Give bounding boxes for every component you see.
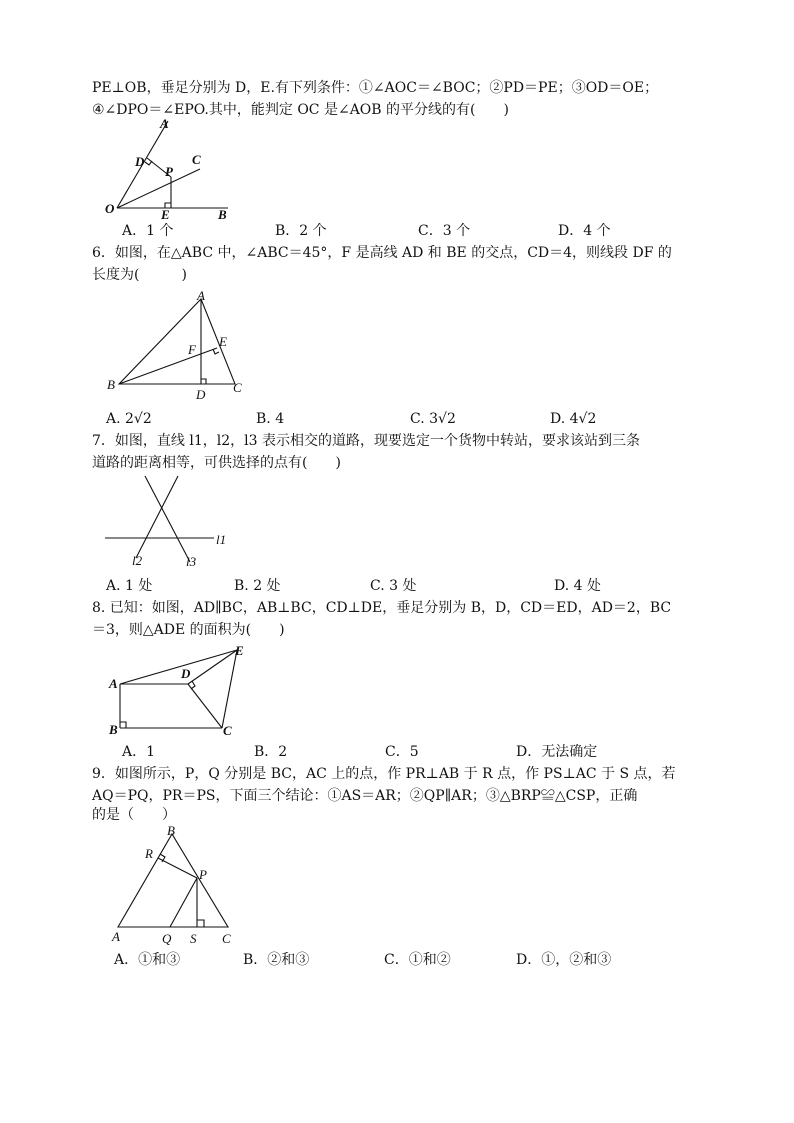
q8-option-a[interactable]: A．1 — [122, 744, 156, 760]
q8-text-line1: 8. 已知：如图，AD∥BC，AB⊥BC，CD⊥DE，垂足分别为 B，D，CD＝ED，AD＝2，BC — [92, 600, 672, 616]
q5-angle-bisector-figure — [100, 115, 240, 223]
q6-label-B: B — [107, 377, 115, 392]
q6-triangle-altitudes-figure — [100, 288, 260, 404]
q5-text-line1: PE⊥OB，垂足分别为 D，E.有下列条件：①∠AOC＝∠BOC；②PD＝PE；③OD＝OE； — [92, 80, 659, 96]
q8-label-D: D — [181, 666, 191, 681]
q8-segment-EC — [222, 650, 237, 728]
q5-option-a[interactable]: A．1 个 — [122, 223, 174, 239]
q6-option-d[interactable]: D. 4√2 — [550, 411, 597, 427]
q7-line-l3 — [145, 476, 190, 562]
q5-label-B: B — [218, 207, 227, 222]
q7-line-l2 — [136, 476, 178, 558]
q5-ray-OC — [117, 169, 200, 208]
q7-option-a[interactable]: A. 1 处 — [106, 578, 153, 594]
q5-option-b[interactable]: B．2 个 — [275, 223, 327, 239]
q9-text-line1: 9．如图所示，P，Q 分别是 BC，AC 上的点，作 PR⊥AB 于 R 点，作 PS⊥AC 于 S 点，若 — [92, 766, 676, 782]
q5-label-D: D — [135, 154, 145, 169]
q6-right-angle-E — [213, 349, 219, 354]
q8-text-line2: ＝3，则△ADE 的面积为( ) — [92, 622, 285, 638]
q6-label-A: A — [197, 288, 205, 303]
q8-segment-AE — [120, 650, 237, 684]
q9-option-c[interactable]: C．①和② — [384, 952, 451, 968]
q8-label-E: E — [235, 643, 244, 658]
q7-label-l1: l1 — [216, 532, 227, 547]
q6-option-b[interactable]: B. 4 — [256, 411, 285, 427]
q7-label-l3: l3 — [186, 554, 197, 569]
q9-text-line3: 的是（ ） — [92, 807, 176, 823]
q9-segment-PR — [158, 858, 197, 878]
q5-text-line2: ④∠DPO＝∠EPO.其中，能判定 OC 是∠AOB 的平分线的有( ) — [92, 102, 509, 118]
q9-segment-PQ — [170, 878, 197, 927]
q5-label-E: E — [161, 207, 170, 222]
q7-option-d[interactable]: D. 4 处 — [554, 578, 601, 594]
q5-right-angle-D — [145, 161, 152, 165]
q8-option-c[interactable]: C．5 — [385, 744, 419, 760]
q9-text-line2: AQ＝PQ，PR＝PS，下面三个结论：①AS＝AR；②QP∥AR；③△BRP≌△CSP，正确 — [92, 788, 638, 804]
q5-label-O: O — [105, 201, 115, 216]
q8-option-b[interactable]: B．2 — [254, 744, 288, 760]
q7-option-c[interactable]: C. 3 处 — [370, 578, 417, 594]
q6-option-c[interactable]: C. 3√2 — [410, 411, 456, 427]
q7-text-line2: 道路的距离相等，可供选择的点有( ) — [92, 455, 341, 471]
q5-label-C: C — [192, 152, 201, 167]
q6-label-F: F — [188, 342, 196, 357]
q8-label-A: A — [109, 676, 118, 691]
q8-trapezoid-figure — [100, 640, 260, 744]
q6-text-line1: 6．如图，在△ABC 中，∠ABC＝45°，F 是高线 AD 和 BE 的交点，CD＝4，则线段 DF 的 — [92, 245, 672, 261]
q8-segment-DC — [188, 684, 222, 728]
q8-option-d[interactable]: D．无法确定 — [516, 744, 598, 760]
q9-label-P: P — [199, 867, 207, 882]
q8-label-B: B — [109, 722, 118, 737]
q9-option-d[interactable]: D．①，②和③ — [516, 952, 612, 968]
q6-right-angle-D — [201, 379, 206, 384]
q9-label-R: R — [145, 846, 153, 861]
q7-option-b[interactable]: B. 2 处 — [234, 578, 281, 594]
q6-label-E: E — [219, 334, 227, 349]
q5-label-A: A — [160, 116, 169, 131]
q6-label-C: C — [233, 380, 242, 395]
q6-option-a[interactable]: A. 2√2 — [106, 411, 152, 427]
q6-triangle-ABC — [119, 299, 235, 384]
q9-right-angle-S — [197, 920, 204, 927]
q6-text-line2: 长度为( ) — [92, 267, 187, 283]
q5-label-P: P — [165, 164, 173, 179]
q9-triangle-figure — [100, 822, 250, 948]
q7-label-l2: l2 — [132, 553, 143, 568]
q9-label-C: C — [222, 931, 231, 946]
q9-label-B: B — [167, 823, 175, 838]
q9-label-A: A — [112, 929, 120, 944]
q8-segment-DE — [188, 650, 237, 684]
q9-option-b[interactable]: B．②和③ — [243, 952, 310, 968]
q8-right-angle-B — [120, 722, 126, 728]
q8-label-C: C — [223, 723, 232, 738]
q9-label-Q: Q — [162, 931, 172, 946]
q6-label-D: D — [196, 387, 206, 402]
q7-text-line1: 7．如图，直线 l1，l2，l3 表示相交的道路，现要选定一个货物中转站，要求该站到三条 — [92, 433, 640, 449]
q9-triangle-ABC — [118, 834, 228, 927]
q5-option-c[interactable]: C．3 个 — [418, 223, 471, 239]
q9-option-a[interactable]: A．①和③ — [114, 952, 181, 968]
q9-label-S: S — [190, 931, 197, 946]
q5-option-d[interactable]: D．4 个 — [558, 223, 611, 239]
q7-three-lines-figure — [100, 474, 240, 574]
